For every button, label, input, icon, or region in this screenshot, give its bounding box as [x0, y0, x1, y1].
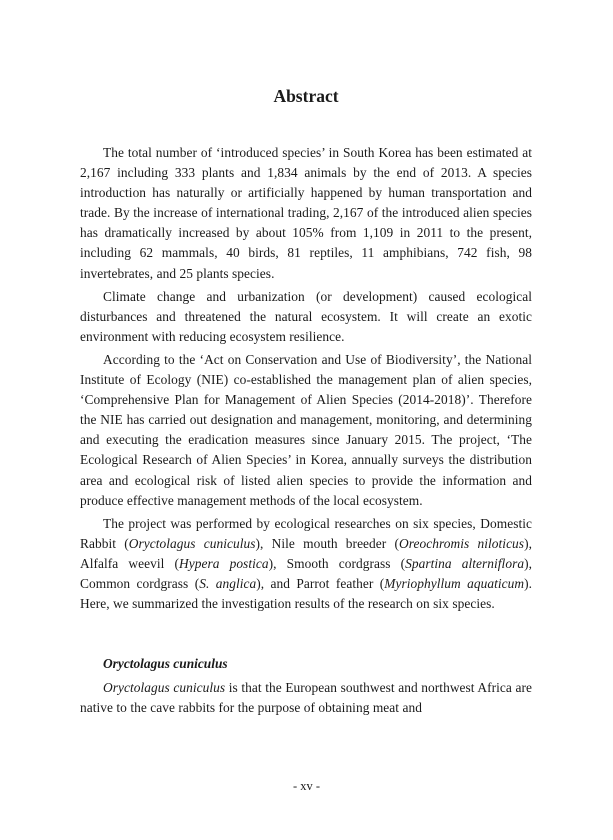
paragraph-climate-change: Climate change and urbanization (or development) caused ecological disturbances and threatened the natural ecosystem. It will create an exotic environment with reducing ecosystem resilience. [80, 288, 532, 344]
species-name: S. anglica [199, 575, 257, 591]
paragraph-project-species: The project was performed by ecological researches on six species, Domestic Rabbit (Oryctolagus cuniculus), Nile mouth breeder (Oreochromis niloticus), Alfalfa weevil (Hypera postica), Smooth cordgrass (Spartina alterniflora), Common cordgrass (S. anglica), and Parrot feather (Myriophyllum aquaticum). Here, we summarized the investigation results of the research on six species. [80, 515, 533, 612]
species-name: Hypera postica [179, 555, 269, 571]
species-name: Oreochromis niloticus [399, 535, 525, 551]
paragraph-introduced-species: The total number of ‘introduced species’ in South Korea has been estimated at 2,167 including 333 plants and 1,834 animals by the end of 2013. A species introduction has naturally or artificially happened by human transportation and trade. By the increase of international trading, 2,167 of the introduced alien species has dramatically increased by about 105% from 1,109 in 2011 to the present, including 62 mammals, 40 birds, 81 reptiles, 11 amphibians, 742 fish, 98 invertebrates, and 25 plants species. [80, 145, 532, 281]
species-name: Myriophyllum aquaticum [384, 575, 525, 591]
page-title: Abstract [273, 86, 339, 106]
page-number: - xv - [292, 779, 321, 793]
species-name: Oryctolagus cuniculus [103, 680, 226, 696]
paragraph-act-on-conservation: According to the ‘Act on Conservation and Use of Biodiversity’, the National Institute of Ecology (NIE) co-established the management plan of alien species, ‘Comprehensive Plan for Management of Alien Species (2014-2018)’. Therefore the NIE has carried out designation and management, monitoring, and determining and executing the eradication measures since January 2015. The project, ‘The Ecological Research of Alien Species’ in Korea, annually surveys the distribution area and ecological risk of listed alien species to provide the information and produce effective management methods of the local ecosystem. [80, 351, 532, 508]
paragraph-section-text: Oryctolagus cuniculus is that the European southwest and northwest Africa are native to the cave rabbits for the purpose of obtaining meat and [80, 680, 532, 716]
species-name: Spartina alterniflora [405, 555, 525, 571]
section-heading: Oryctolagus cuniculus [103, 656, 228, 672]
species-name: Oryctolagus cuniculus [128, 535, 256, 551]
abstract-body [80, 143, 532, 718]
